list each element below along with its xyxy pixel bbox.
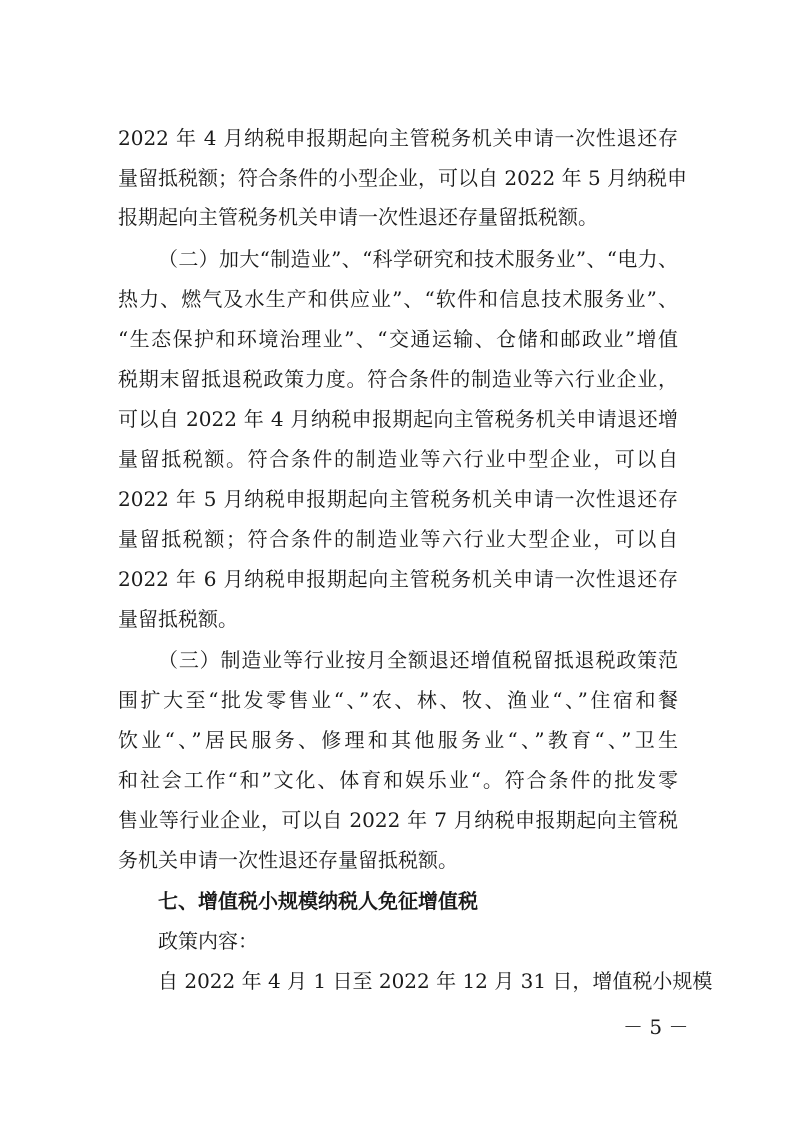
body-text-line: 量留抵税额。: [118, 607, 238, 631]
body-text-line: 2022 年 4 月纳税申报期起向主管税务机关申请一次性退还存: [118, 126, 678, 150]
body-text-line: 务机关申请一次性退还存量留抵税额。: [118, 848, 458, 872]
body-text-line: 报期起向主管税务机关申请一次性退还存量留抵税额。: [118, 205, 598, 229]
body-text-line: 围扩大至“批发零售业“、”农、林、牧、渔业“、”住宿和餐: [118, 688, 678, 712]
paragraph-3-first-line: （三）制造业等行业按月全额退还增值税留抵退税政策范: [158, 648, 678, 672]
body-text-line: 热力、燃气及水生产和供应业”、“软件和信息技术服务业”、: [118, 287, 678, 311]
paragraph-2-first-line: （二）加大“制造业”、“科学研究和技术服务业”、“电力、: [158, 247, 678, 271]
body-text-line: 税期末留抵退税政策力度。符合条件的制造业等六行业企业，: [118, 367, 678, 391]
body-text-line: 量留抵税额；符合条件的小型企业，可以自 2022 年 5 月纳税申: [118, 166, 688, 190]
body-text-line: 售业等行业企业，可以自 2022 年 7 月纳税申报期起向主管税: [118, 808, 678, 832]
body-text-line: “生态保护和环境治理业”、“交通运输、仓储和邮政业”增值: [118, 327, 678, 351]
section-heading: 七、增值税小规模纳税人免征增值税: [158, 889, 478, 913]
body-text-line: 2022 年 5 月纳税申报期起向主管税务机关申请一次性退还存: [118, 487, 678, 511]
body-text-line: 量留抵税额；符合条件的制造业等六行业大型企业，可以自: [118, 527, 678, 551]
body-text-line: 可以自 2022 年 4 月纳税申报期起向主管税务机关申请退还增: [118, 407, 678, 431]
subheading-policy-content: 政策内容：: [158, 929, 258, 953]
body-text-line: 量留抵税额。符合条件的制造业等六行业中型企业，可以自: [118, 447, 678, 471]
body-text-line: 2022 年 6 月纳税申报期起向主管税务机关申请一次性退还存: [118, 567, 678, 591]
page-number: － 5 －: [623, 1015, 689, 1039]
body-text-line: 自 2022 年 4 月 1 日至 2022 年 12 月 31 日，增值税小规模: [158, 969, 713, 993]
body-text-line: 饮业“、”居民服务、修理和其他服务业“、”教育“、”卫生: [118, 728, 678, 752]
body-text-line: 和社会工作“和”文化、体育和娱乐业“。符合条件的批发零: [118, 768, 678, 792]
